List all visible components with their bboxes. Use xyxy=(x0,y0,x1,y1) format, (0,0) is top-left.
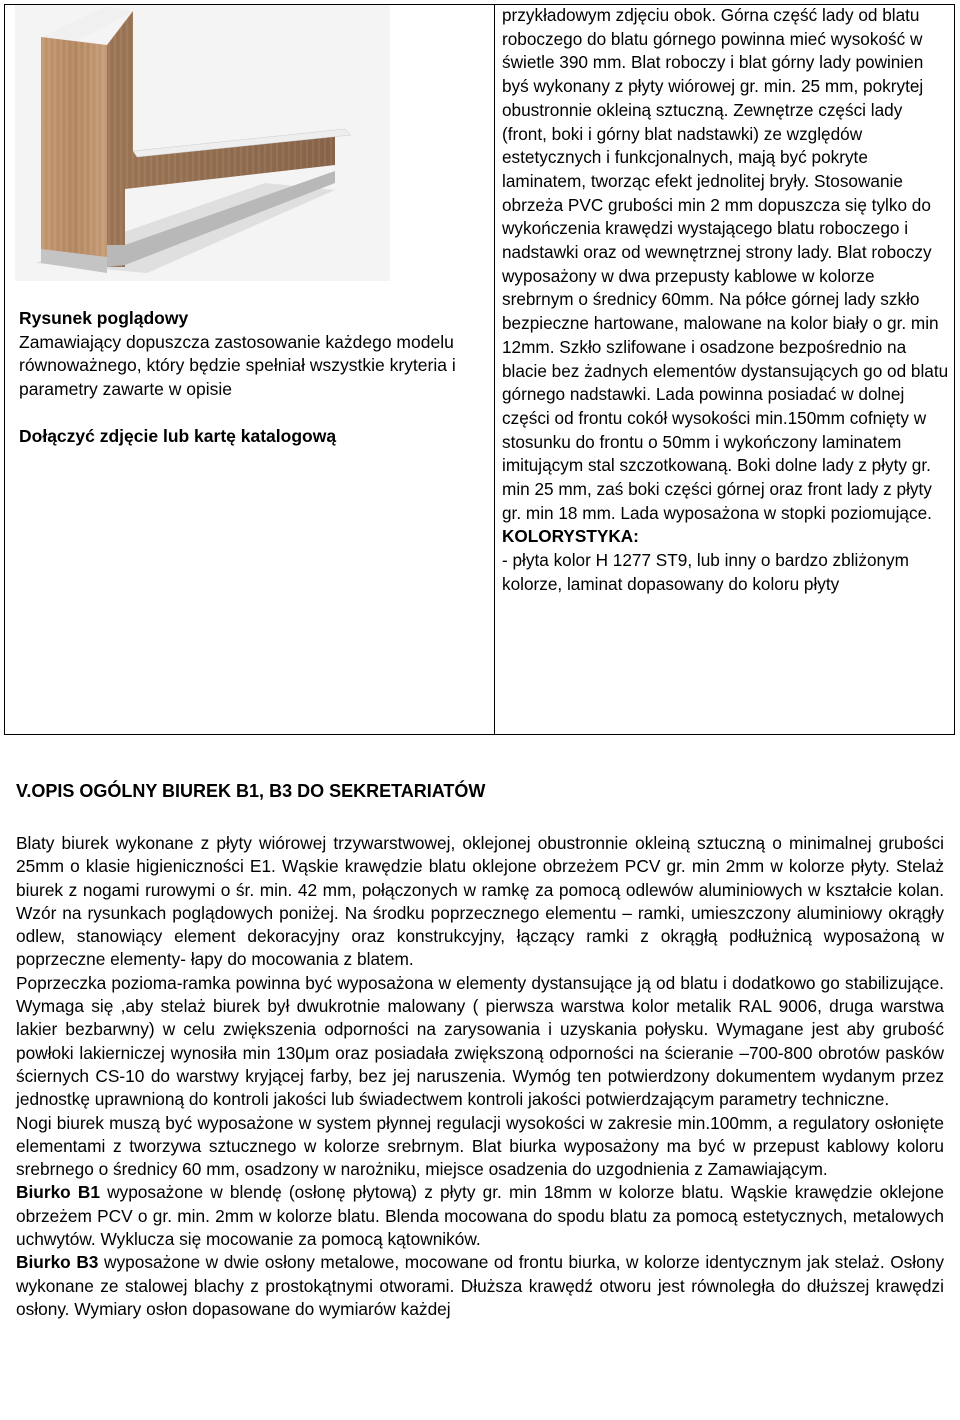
figure-note-equivalent: Zamawiający dopuszcza zastosowanie każdego modelu równoważnego, który będzie spełniał wszystkie kryteria i parametry zawarte w opisie xyxy=(19,331,456,400)
colors-heading: KOLORYSTYKA: xyxy=(502,526,639,547)
right-cell xyxy=(502,4,950,597)
desk-front-grain xyxy=(41,37,107,267)
figure-title: Rysunek poglądowy xyxy=(19,308,189,328)
paragraph-2: Poprzeczka pozioma-ramka powinna być wyposażona w elementy dystansujące ją od blatu i dodatkowo go stabilizujące. Wymaga się ,aby stelaż biurek był dwukrotnie malowany ( pierwsza warstwa kolor metalik RAL 9006, druga warstwa lakier bezbarwny) w celu zwiększenia odporności na zarysowania i uzyskania połysku. Wymagane jest aby grubość powłoki lakierniczej wynosiła min 130μm oraz posiadała zwiększoną odporności na ścieranie –700-800 obrotów pasków ściernych CS-10 do warstwy kryjącej farby, bez jej naruszenia. Wymóg ten potwierdzony dokumentem wydanym przez jednostkę uprawnioną do kontroli jakości lub świadectwem kontroli jakości potwierdzającym parametry techniczne. xyxy=(16,972,944,1110)
b1-label: Biurko B1 xyxy=(16,1182,100,1203)
attach-photo-note: Dołączyć zdjęcie lub kartę katalogową xyxy=(19,425,337,446)
column-divider xyxy=(494,5,495,734)
section-title: V.OPIS OGÓLNY BIUREK B1, B3 DO SEKRETARIATÓW xyxy=(16,781,486,801)
paragraph-b1 xyxy=(16,1181,944,1251)
colors-text: - płyta kolor H 1277 ST9, lub inny o bardzo zbliżonym kolorze, laminat dopasowany do koloru płyty xyxy=(502,550,909,594)
left-cell xyxy=(5,5,494,734)
section-body xyxy=(16,832,944,1321)
paragraph-b3 xyxy=(16,1251,944,1321)
paragraph-3: Nogi biurek muszą być wyposażone w system płynnej regulacji wysokości w zakresie min.100mm, a regulatory osłonięte elementami z tworzywa sztucznego w kolorze srebrnym. Blat biurka wyposażony ma być w przepust kablowy koloru srebrnego o średnicy 60 mm, osadzony w narożniku, miejsce osadzenia do uzgodnienia z Zamawiającym. xyxy=(16,1112,944,1180)
reception-desk-illustration xyxy=(15,5,390,281)
b1-text: wyposażone w blendę (osłonę płytową) z płyty gr. min 18mm w kolorze blatu. Wąskie krawędzie oklejone obrzeżem PCV o gr. min. 2mm w kolorze blatu. Blenda mocowana do spodu blatu za pomocą estetycznych, metalowych uchwytów. Wyklucza się mocowanie za pomocą kątowników. xyxy=(16,1182,944,1250)
b3-label: Biurko B3 xyxy=(16,1252,99,1273)
paragraph-1: Blaty biurek wykonane z płyty wiórowej trzywarstwowej, oklejonej obustronnie okleiną sztuczną o minimalnej grubości 25mm o klasie higieniczności E1. Wąskie krawędzie blatu oklejone obrzeżem PCV gr. min 2mm w kolorze płyty. Stelaż biurek z nogami rurowymi o śr. min. 42 mm, połączonych w ramkę za pomocą odlewów aluminiowych w kształcie kolan. Wzór na rysunkach poglądowych poniżej. Na środku poprzecznego elementu – ramki, umieszczony aluminiowy okrągły odlew, stanowiący element dekoracyjny oraz konstrukcyjny, łączący ramki z okrągłą podłużnicą wyposażoną w poprzeczne elementy- łapy do mocowania z blatem. xyxy=(16,833,944,970)
desk-description: przykładowym zdjęciu obok. Górna część lady od blatu roboczego do blatu górnego powinna mieć wysokość w świetle 390 mm. Blat roboczy i blat górny lady powinien byś wykonany z płyty wiórowej gr. min. 25 mm, pokrytej obustronnie okleiną sztuczną. Zewnętrze części lady (front, boki i górny blat nadstawki) ze względów estetycznych i funkcjonalnych, mają być pokryte laminatem, tworząc efekt jednolitej bryły. Stosowanie obrzeża PVC grubości min 2 mm dopuszcza się tylko do wykończenia krawędzi wystającego blatu roboczego i nadstawki oraz od wewnętrznej strony lady. Blat roboczy wyposażony w dwa przepusty kablowe w kolorze srebrnym o średnicy 60mm. Na półce górnej lady szkło bezpieczne hartowane, malowane na kolor biały o gr. min 12mm. Szkło szlifowane i osadzone bezpośrednio na blacie bez żadnych elementów dystansujących go od blatu górnego nadstawki. Lada powinna posiadać w dolnej części od frontu cokół wysokości min.150mm cofnięty w stosunku do frontu o 50mm i wykończony laminatem imitującym stal szczotkowaną. Boki dolne lady z płyty gr. min 25 mm, zaś boki części górnej oraz front lady z płyty gr. min 18 mm. Lada wyposażona w stopki poziomujące. xyxy=(502,5,949,523)
left-cell-text xyxy=(19,307,479,449)
b3-text: wyposażone w dwie osłony metalowe, mocowane od frontu biurka, w kolorze identycznym jak stelaż. Osłony wykonane ze stalowej blachy z prostokątnymi otworami. Dłuższa krawędź otworu jest równoległa do dłuższej krawędzi osłony. Wymiary osłon dopasowane do wymiarów każdej xyxy=(16,1252,944,1319)
